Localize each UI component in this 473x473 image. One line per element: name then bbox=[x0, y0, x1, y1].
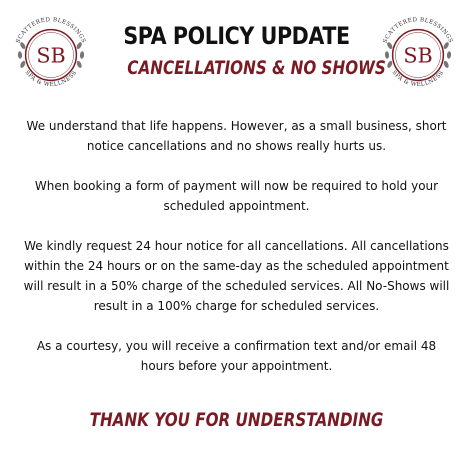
svg-text:SCATTERED BLESSINGS: SCATTERED BLESSINGS bbox=[382, 17, 454, 45]
policy-paragraph-notice: We kindly request 24 hour notice for all cancellations. All cancellations within the 24 hours or on the same-day as the scheduled appointment will result in a 50% charge of the scheduled services. All No-Shows will result in a 100% charge for scheduled services. bbox=[23, 239, 450, 313]
logo-seal bbox=[371, 8, 465, 102]
policy-paragraph-payment: When booking a form of payment will now be required to hold your scheduled appointment. bbox=[34, 179, 439, 213]
closing-message: THANK YOU FOR UNDERSTANDING bbox=[89, 409, 384, 431]
policy-paragraph-intro: We understand that life happens. However, as a small business, short notice cancellations and no shows really hurts us. bbox=[26, 119, 447, 153]
policy-body bbox=[20, 116, 453, 396]
svg-text:SPA & WELLNESS: SPA & WELLNESS bbox=[390, 69, 446, 89]
svg-text:SPA & WELLNESS: SPA & WELLNESS bbox=[23, 69, 79, 89]
page-title: SPA POLICY UPDATE bbox=[123, 22, 350, 50]
logo-monogram: SB bbox=[36, 43, 66, 68]
brand-logo-right bbox=[371, 8, 465, 102]
logo-monogram: SB bbox=[403, 43, 433, 68]
policy-paragraph-courtesy: As a courtesy, you will receive a confirmation text and/or email 48 hours before your appointment. bbox=[36, 339, 437, 373]
svg-text:SCATTERED BLESSINGS: SCATTERED BLESSINGS bbox=[15, 17, 87, 45]
page-subtitle: CANCELLATIONS & NO SHOWS bbox=[127, 57, 386, 79]
logo-seal bbox=[4, 8, 98, 102]
brand-logo-left bbox=[4, 8, 98, 102]
